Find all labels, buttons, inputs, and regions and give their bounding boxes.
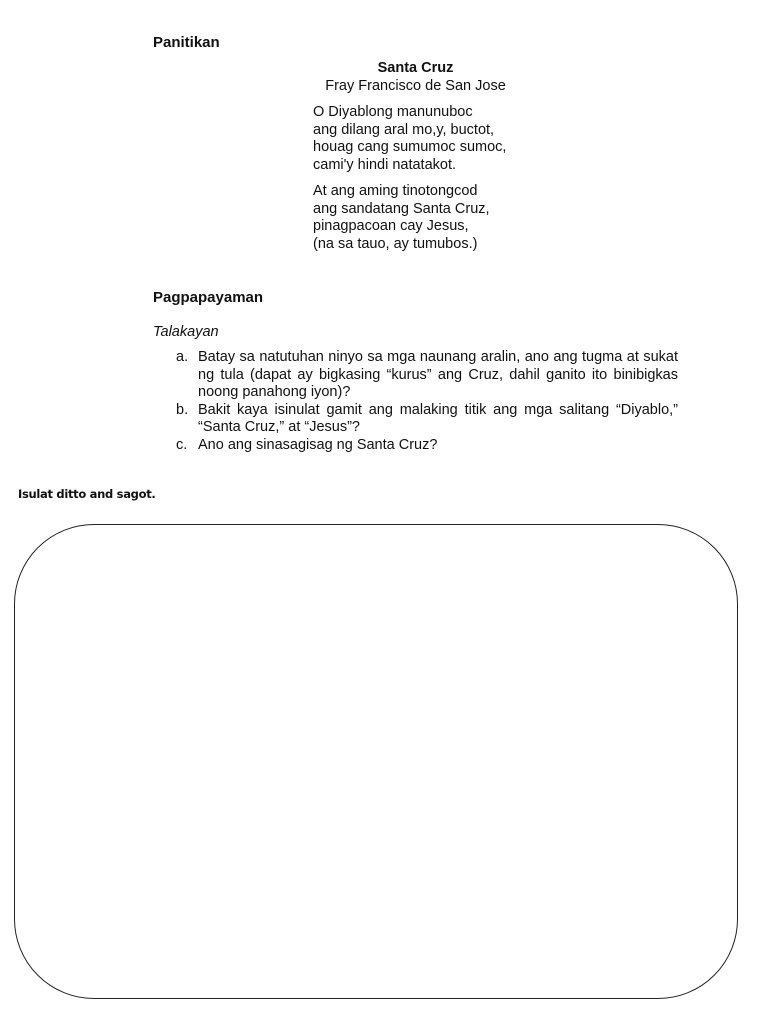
poem-stanza-1 (313, 104, 553, 174)
question-letter: a. (176, 349, 189, 365)
poem-author: Fray Francisco de San Jose (325, 78, 506, 94)
question-list (176, 349, 678, 454)
poem-line: (na sa tauo, ay tumubos.) (313, 235, 478, 252)
question-text: Ano ang sinasagisag ng Santa Cruz? (198, 436, 438, 453)
answer-box[interactable] (14, 524, 738, 999)
question-item-b (176, 402, 678, 437)
question-letter: b. (176, 401, 189, 418)
poem-line: pinagpacoan cay Jesus, (313, 218, 469, 234)
section-heading-panitikan: Panitikan (153, 34, 220, 51)
poem-line: ang dilang aral mo,y, buctot, (313, 121, 495, 138)
poem-line: cami'y hindi natatakot. (313, 156, 457, 173)
question-text: Bakit kaya isinulat gamit ang malaking titik ang mga salitang “Diyablo,” “Santa Cruz,” at “Jesus”? (198, 401, 678, 435)
poem-line: houag cang sumumoc sumoc, (313, 139, 507, 155)
subheading-talakayan: Talakayan (153, 324, 219, 340)
poem-line: At ang aming tinotongcod (313, 183, 478, 199)
section-heading-pagpapayaman: Pagpapayaman (153, 289, 264, 306)
poem-stanza-2 (313, 183, 553, 253)
question-item-a (176, 349, 678, 402)
poem-line: ang sandatang Santa Cruz, (313, 200, 490, 217)
question-text: Batay sa natutuhan ninyo sa mga naunang aralin, ano ang tugma at sukat ng tula (dapat ay bigkasing “kurus” ang Cruz, dahil ganito ito binibigkas noong panahong iyon)? (198, 349, 678, 400)
poem-title: Santa Cruz (377, 60, 454, 76)
question-item-c (176, 437, 678, 455)
question-letter: c. (176, 436, 188, 453)
answer-instruction: Isulat ditto and sagot. (18, 487, 156, 501)
poem-line: O Diyablong manunuboc (313, 104, 473, 120)
